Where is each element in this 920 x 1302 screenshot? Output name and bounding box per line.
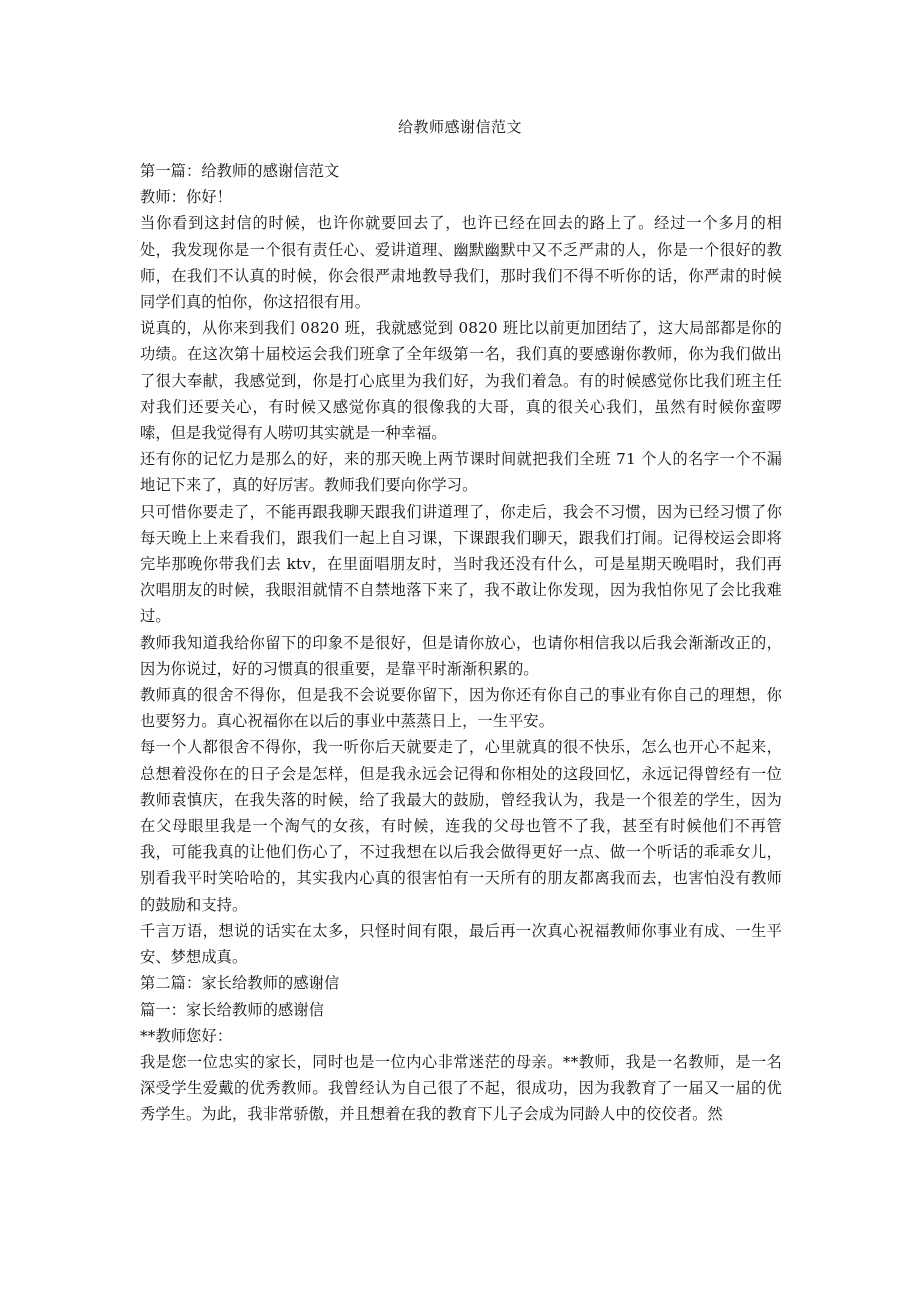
document-body bbox=[140, 158, 782, 1128]
document-title: 给教师感谢信范文 bbox=[397, 118, 522, 136]
paragraph: 还有你的记忆力是那么的好，来的那天晚上两节课时间就把我们全班 71 个人的名字一个不漏地记下来了，真的好厉害。教师我们要向你学习。 bbox=[140, 450, 782, 495]
paragraph: 篇一：家长给教师的感谢信 bbox=[140, 1000, 325, 1019]
paragraph: 只可惜你要走了，不能再跟我聊天跟我们讲道理了，你走后，我会不习惯，因为已经习惯了你每天晚上上来看我们，跟我们一起上自习课，下课跟我们聊天，跟我们打闹。记得校运会即将完毕那晚你带我们去 ktv，在里面唱朋友时，当时我还没有什么，可是星期天晚唱时，我们再次唱朋友的时候，我眼泪就情不自禁地落下来了，我不敢让你发现，因为我怕你见了会比我难过。 bbox=[140, 502, 782, 626]
paragraph: 每一个人都很舍不得你，我一听你后天就要走了，心里就真的很不快乐，怎么也开心不起来，总想着没你在的日子会是怎样，但是我永远会记得和你相处的这段回忆，永远记得曾经有一位教师袁慎庆，在我失落的时候，给了我最大的鼓励，曾经我认为，我是一个很差的学生，因为在父母眼里我是一个淘气的女孩，有时候，连我的父母也管不了我，甚至有时候他们不再管我，可能我真的让他们伤心了，不过我想在以后我会做得更好一点、做一个听话的乖乖女儿，别看我平时笑哈哈的，其实我内心真的很害怕有一天所有的朋友都离我而去，也害怕没有教师的鼓励和支持。 bbox=[140, 738, 782, 914]
paragraph: **教师您好： bbox=[140, 1026, 233, 1045]
paragraph: 我是您一位忠实的家长，同时也是一位内心非常迷茫的母亲。**教师，我是一名教师，是一名深受学生爱戴的优秀教师。我曾经认为自己很了不起，很成功，因为我教育了一届又一届的优秀学生。为此，我非常骄傲，并且想着在我的教育下儿子会成为同龄人中的佼佼者。然 bbox=[140, 1052, 782, 1124]
paragraph: 第一篇：给教师的感谢信范文 bbox=[140, 162, 340, 180]
paragraph: 千言万语，想说的话实在太多，只怪时间有限，最后再一次真心祝福教师你事业有成、一生平安、梦想成真。 bbox=[140, 921, 782, 967]
paragraph: 教师：你好！ bbox=[140, 188, 233, 207]
paragraph: 第二篇：家长给教师的感谢信 bbox=[140, 974, 340, 993]
paragraph: 当你看到这封信的时候，也许你就要回去了，也许已经在回去的路上了。经过一个多月的相处，我发现你是一个很有责任心、爱讲道理、幽默幽默中又不乏严肃的人，你是一个很好的教师，在我们不认真的时候，你会很严肃地教导我们，那时我们不得不听你的话，你严肃的时候同学们真的怕你，你这招很有用。 bbox=[140, 214, 782, 312]
paragraph: 教师我知道我给你留下的印象不是很好，但是请你放心，也请你相信我以后我会渐渐改正的，因为你说过，好的习惯真的很重要，是靠平时渐渐积累的。 bbox=[140, 633, 782, 678]
paragraph: 教师真的很舍不得你，但是我不会说要你留下，因为你还有你自己的事业有你自己的理想，你也要努力。真心祝福你在以后的事业中蒸蒸日上，一生平安。 bbox=[140, 686, 782, 731]
paragraph: 说真的，从你来到我们 0820 班，我就感觉到 0820 班比以前更加团结了，这大局部都是你的功绩。在这次第十届校运会我们班拿了全年级第一名，我们真的要感谢你教师，你为我们做出了很大奉献，我感觉到，你是打心底里为我们好，为我们着急。有的时候感觉你比我们班主任对我们还要关心，有时候又感觉你真的很像我的大哥，真的很关心我们，虽然有时候你蛮啰嗦，但是我觉得有人唠叨其实就是一种幸福。 bbox=[140, 319, 782, 443]
